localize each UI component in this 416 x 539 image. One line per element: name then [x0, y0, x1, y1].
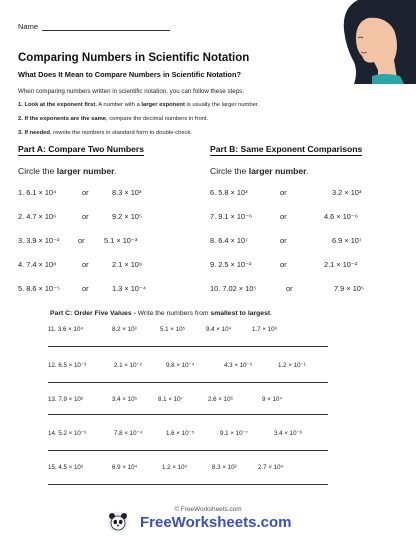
panda-logo-icon	[107, 511, 129, 533]
part-b-instruction: Circle the larger number.	[210, 166, 309, 176]
problem-left[interactable]: 4. 7.4 × 10⁸	[18, 260, 57, 269]
problem-left[interactable]: 9. 2.5 × 10⁻²	[210, 260, 252, 269]
value-item: 8.3 × 10²	[212, 464, 237, 471]
problem-left[interactable]: 2. 4.7 × 10⁶	[18, 212, 57, 221]
value-item: 9.1 × 10⁻⁷	[220, 430, 249, 437]
problem-row	[18, 188, 188, 200]
problem-row	[18, 212, 188, 224]
name-label: Name	[18, 22, 39, 31]
step-1: 1. Look at the exponent first. A number with a larger exponent is usually the larger number.	[18, 102, 260, 108]
problem-right[interactable]: 1.3 × 10⁻⁴	[112, 284, 146, 293]
section-subtitle: What Does It Mean to Compare Numbers in Scientific Notation?	[18, 70, 241, 79]
problem-row	[210, 188, 400, 200]
value-item: 14. 5.2 × 10⁻⁶	[48, 430, 87, 437]
problem-right[interactable]: 8.3 × 10³	[112, 188, 142, 197]
or-label: or	[280, 236, 287, 245]
value-item: 6.9 × 10⁴	[112, 464, 138, 471]
problem-right[interactable]: 3.2 × 10³	[332, 188, 362, 197]
answer-line[interactable]	[48, 346, 328, 347]
order-row	[20, 464, 400, 474]
problem-left[interactable]: 10. 7.02 × 10⁵	[210, 284, 257, 293]
name-line[interactable]	[42, 22, 170, 31]
step-3: 3. If needed, rewrite the numbers in standard form to double-check.	[18, 130, 193, 136]
problem-right[interactable]: 2.1 × 10⁹	[112, 260, 143, 269]
value-item: 12. 6.5 × 10⁻³	[48, 362, 87, 369]
value-item: 13. 7.9 × 10⁶	[48, 396, 84, 403]
part-b-heading: Part B: Same Exponent Comparisons	[210, 144, 363, 154]
value-item: 9.4 × 10⁴	[206, 326, 232, 333]
value-item: 3.4 × 10⁵	[112, 396, 138, 403]
or-label: or	[280, 260, 287, 269]
answer-line[interactable]	[48, 382, 328, 383]
problem-left[interactable]: 3. 3.9 × 10⁻²	[18, 236, 60, 245]
name-field	[18, 22, 170, 31]
problem-row	[210, 236, 400, 248]
problem-left[interactable]: 5. 8.6 × 10⁻⁵	[18, 284, 61, 293]
value-item: 3.4 × 10⁻⁶	[274, 430, 303, 437]
footer-copyright: © FreeWorksheets.com	[174, 506, 242, 513]
or-label: or	[82, 188, 89, 197]
value-item: 8.1 × 10⁷	[158, 396, 183, 403]
problem-left[interactable]: 8. 6.4 × 10⁷	[210, 236, 248, 245]
order-row	[20, 326, 400, 336]
order-row	[20, 362, 400, 372]
or-label: or	[82, 284, 89, 293]
problem-right[interactable]: 4.6 × 10⁻⁶	[324, 212, 358, 221]
or-label: or	[82, 260, 89, 269]
woman-portrait-illustration	[328, 0, 416, 84]
value-item: 9 × 10⁴	[262, 396, 283, 403]
part-a-heading: Part A: Compare Two Numbers	[18, 144, 145, 154]
problem-right[interactable]: 7.9 × 10⁵	[334, 284, 364, 293]
page-title: Comparing Numbers in Scientific Notation	[18, 52, 250, 64]
answer-line[interactable]	[48, 450, 328, 451]
problem-right[interactable]: 5.1 × 10⁻³	[104, 236, 138, 245]
step-2: 2. If the exponents are the same, compare the decimal numbers in front.	[18, 116, 209, 122]
value-item: 7.8 × 10⁻⁴	[114, 430, 143, 437]
problem-row	[210, 212, 400, 224]
answer-line[interactable]	[48, 484, 328, 485]
part-c-heading: Part C: Order Five Values - Write the numbers from smallest to largest.	[50, 310, 272, 317]
value-item: 5.1 × 10⁵	[160, 326, 186, 333]
value-item: 9.8 × 10⁻⁴	[166, 362, 195, 369]
problem-left[interactable]: 7. 9.1 × 10⁻⁶	[210, 212, 253, 221]
value-item: 8.2 × 10³	[112, 326, 137, 333]
value-item: 15. 4.5 × 10³	[48, 464, 83, 471]
value-item: 2.1 × 10⁻²	[114, 362, 142, 369]
problem-left[interactable]: 6. 5.8 × 10³	[210, 188, 248, 197]
value-item: 11. 3.6 × 10⁴	[48, 326, 84, 333]
problem-row	[18, 260, 188, 272]
or-label: or	[78, 236, 85, 245]
value-item: 1.2 × 10⁵	[162, 464, 188, 471]
or-label: or	[280, 212, 287, 221]
value-item: 1.6 × 10⁻⁵	[166, 430, 195, 437]
problem-row	[210, 260, 400, 272]
problem-left[interactable]: 1. 6.1 × 10⁴	[18, 188, 57, 197]
answer-line[interactable]	[48, 414, 328, 415]
value-item: 2.7 × 10⁴	[258, 464, 284, 471]
or-label: or	[82, 212, 89, 221]
or-label: or	[286, 284, 293, 293]
footer-brand[interactable]: FreeWorksheets.com	[140, 514, 292, 531]
problem-right[interactable]: 9.2 × 10⁵	[112, 212, 142, 221]
value-item: 4.3 × 10⁻³	[224, 362, 252, 369]
intro-text: When comparing numbers written in scientific notation, you can follow these steps:	[18, 88, 244, 95]
value-item: 1.7 × 10⁶	[252, 326, 278, 333]
problem-row	[18, 284, 188, 296]
part-a-instruction: Circle the larger number.	[18, 166, 117, 176]
or-label: or	[280, 188, 287, 197]
value-item: 2.6 × 10⁶	[208, 396, 234, 403]
order-row	[20, 430, 400, 440]
problem-right[interactable]: 2.1 × 10⁻²	[324, 260, 358, 269]
problem-row	[18, 236, 188, 248]
problem-row	[210, 284, 400, 296]
value-item: 1.2 × 10⁻¹	[278, 362, 306, 369]
order-row	[20, 396, 400, 406]
problem-right[interactable]: 6.9 × 10⁷	[332, 236, 362, 245]
